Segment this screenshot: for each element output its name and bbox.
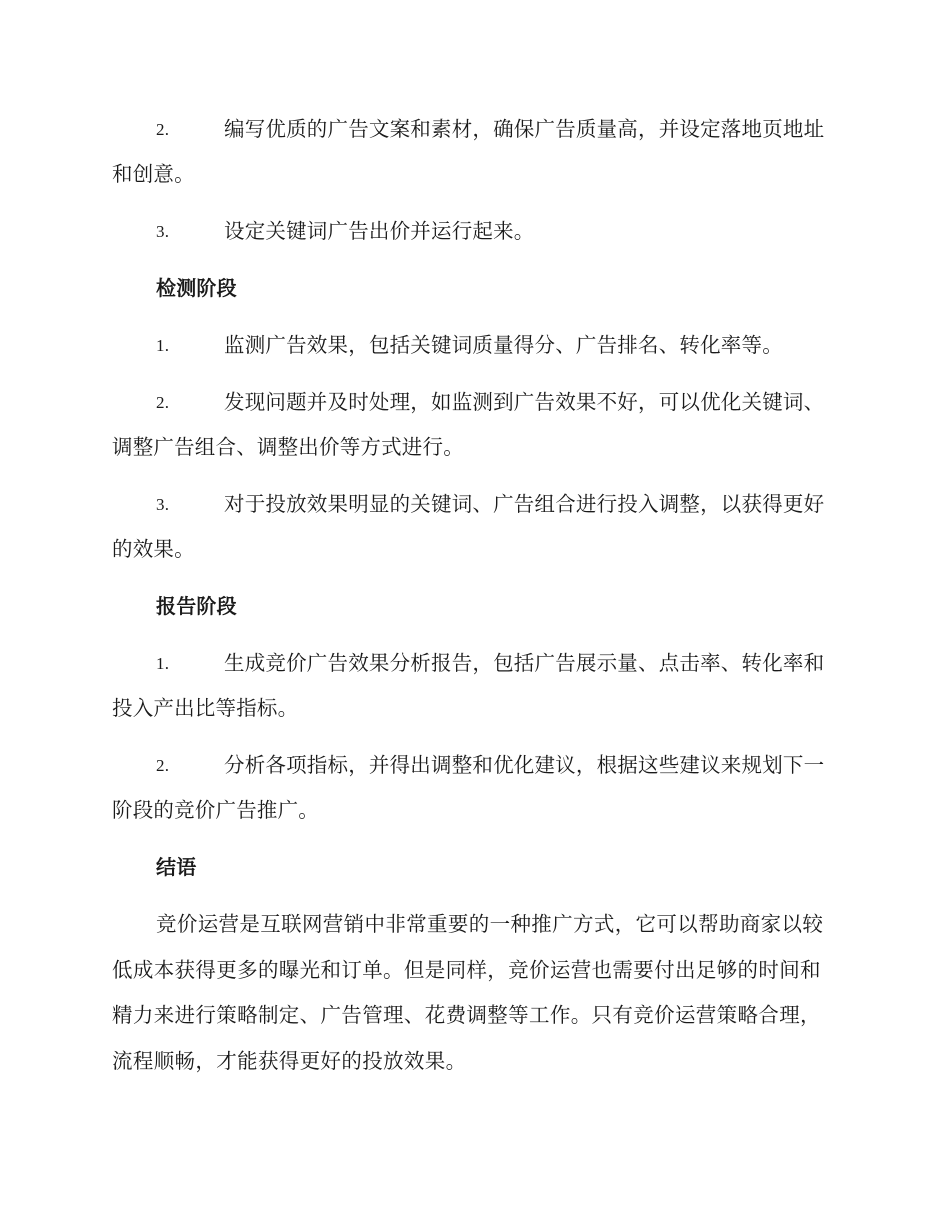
list-item-text: 生成竞价广告效果分析报告，包括广告展示量、点击率、转化率和投入产出比等指标。: [112, 651, 825, 720]
list-item-text: 设定关键词广告出价并运行起来。: [224, 219, 535, 243]
list-item-text: 分析各项指标，并得出调整和优化建议，根据这些建议来规划下一阶段的竞价广告推广。: [112, 753, 825, 822]
list-item-text: 编写优质的广告文案和素材，确保广告质量高，并设定落地页地址和创意。: [112, 117, 825, 186]
list-number: 3.: [156, 495, 170, 514]
section-heading-conclusion: 结语: [156, 855, 197, 879]
conclusion-paragraph: 竞价运营是互联网营销中非常重要的一种推广方式，它可以帮助商家以较低成本获得更多的曝光和订单。但是同样，竞价运营也需要付出足够的时间和精力来进行策略制定、广告管理、花费调整等工作。只有竞价运营策略合理，流程顺畅，才能获得更好的投放效果。: [112, 912, 824, 1073]
list-item: [112, 641, 836, 731]
section-heading-report: 报告阶段: [156, 594, 237, 618]
list-item-text: 对于投放效果明显的关键词、广告组合进行投入调整，以获得更好的效果。: [112, 492, 825, 561]
list-number: 3.: [156, 222, 170, 241]
list-number: 2.: [156, 393, 170, 412]
list-item: [112, 380, 836, 470]
section-heading-monitor: 检测阶段: [156, 276, 237, 300]
document-body: [112, 107, 836, 1084]
list-item: [112, 107, 836, 197]
list-number: 2.: [156, 756, 170, 775]
list-item: [112, 209, 836, 254]
list-item: [112, 743, 836, 833]
list-number: 2.: [156, 120, 170, 139]
list-number: 1.: [156, 336, 170, 355]
list-item-text: 监测广告效果，包括关键词质量得分、广告排名、转化率等。: [224, 333, 783, 357]
list-item: [112, 323, 836, 368]
list-item: [112, 482, 836, 572]
list-item-text: 发现问题并及时处理，如监测到广告效果不好，可以优化关键词、调整广告组合、调整出价等方式进行。: [112, 390, 825, 459]
list-number: 1.: [156, 654, 170, 673]
